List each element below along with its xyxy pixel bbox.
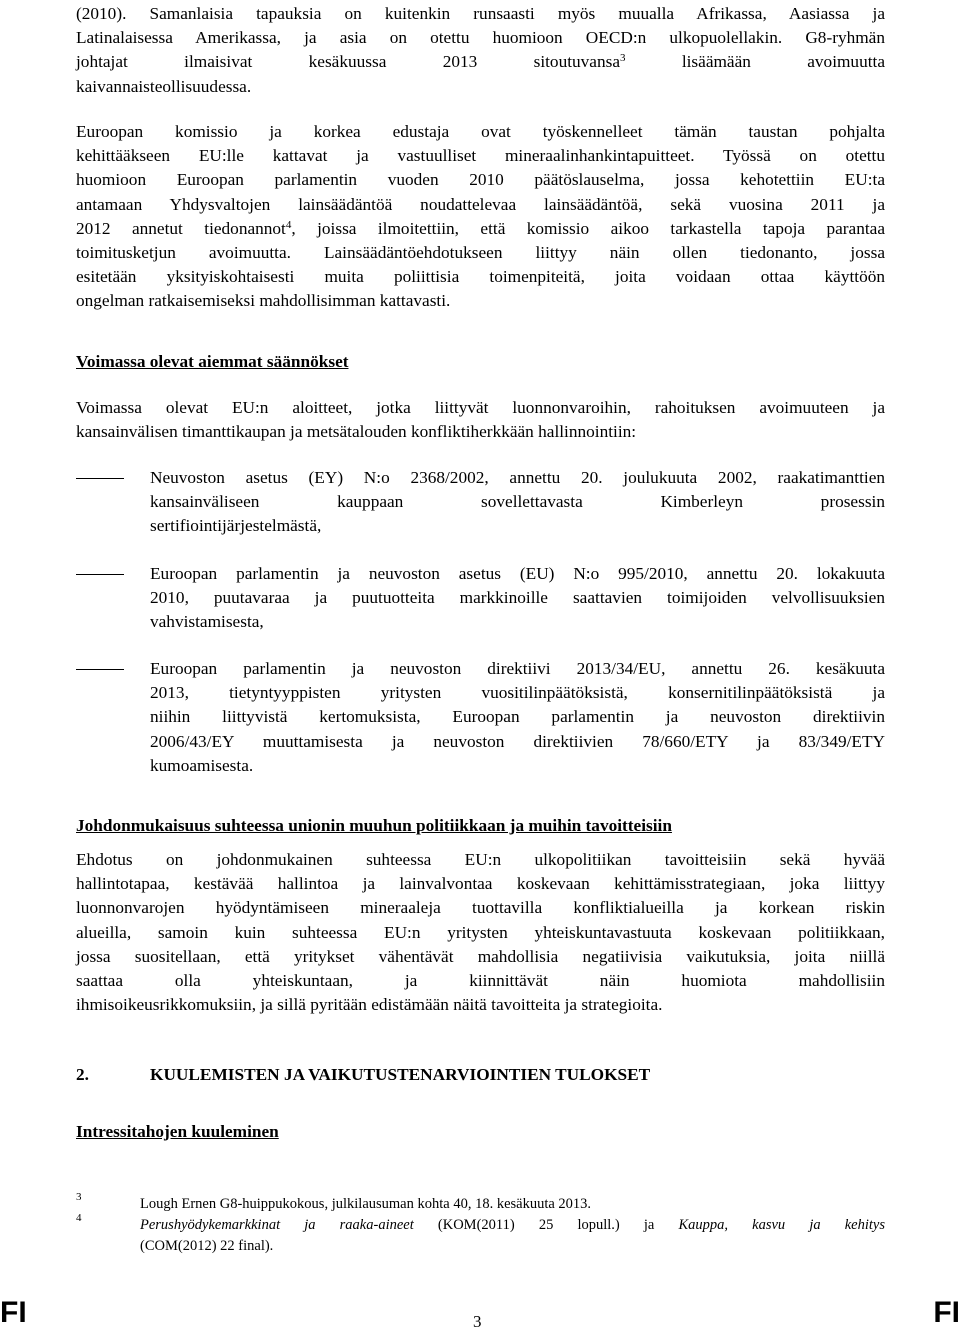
text-line: 2006/43/EY muuttamisesta ja neuvoston direktiivien 78/660/ETY ja 83/349/ETY: [150, 731, 885, 751]
text-line: (COM(2012) 22 final).: [140, 1238, 274, 1254]
text-line: luonnonvarojen hyödyntämiseen mineraaleja tuottavilla konfliktialueilla ja korkean riskin: [76, 898, 885, 918]
intro-paragraph: [76, 2, 885, 99]
footnote-ref: 4: [285, 218, 292, 231]
text-line: antamaan Yhdysvaltojen lainsäädäntöä noudattelevaa lainsäädäntöä, sekä vuosina 2011 ja: [76, 194, 885, 214]
publication-title: Kauppa, kasvu ja kehitys: [678, 1217, 885, 1233]
text-line: niihin liittyvistä kertomuksista, Euroopan parlamentin ja neuvoston direktiivin: [150, 707, 885, 727]
text-line: toimitusketjun avoimuutta. Lainsäädäntöehdotukseen liittyy näin ollen tiedonanto, jossa: [76, 243, 885, 263]
section-number: 2.: [76, 1065, 89, 1084]
footnote-text: Lough Ernen G8-huippukokous, julkilausuman kohta 40, 18. kesäkuuta 2013.: [140, 1196, 592, 1212]
text-line: vahvistamisesta,: [150, 612, 264, 632]
list-dash: [76, 574, 124, 575]
list-item: [150, 466, 885, 539]
publication-title: Perushyödykemarkkinat ja raaka-aineet: [140, 1217, 414, 1233]
consistency-paragraph: [76, 848, 885, 1017]
footer-language-left: FI: [0, 1296, 27, 1329]
text-line: sertifiointijärjestelmästä,: [150, 516, 322, 536]
text-line: huomioon Euroopan parlamentin vuoden 2010 päätöslauselma, jossa kehotettiin EU:ta: [76, 170, 885, 190]
text-line: Voimassa olevat EU:n aloitteet, jotka liittyvät luonnonvaroihin, rahoituksen avoimuuteen ja: [76, 398, 885, 417]
text-line: [140, 1215, 885, 1236]
text-line: Ehdotus on johdonmukainen suhteessa EU:n ulkopolitiikan tavoitteisiin sekä hyvää: [76, 850, 885, 869]
text-fragment: (KOM(2011) 25 lopull.) ja: [413, 1217, 679, 1233]
list-dash: [76, 478, 124, 479]
text-line: Latinalaisessa Amerikassa, ja asia on otettu huomioon OECD:n ulkopuolellakin. G8-ryhmän: [76, 28, 885, 48]
footnote-ref: 3: [620, 52, 626, 65]
text-line: [76, 50, 885, 74]
text-line: kansainväliseen kauppaan sovellettavasta Kimberleyn prosessin: [150, 492, 885, 512]
footnote-number: 4: [76, 1212, 82, 1224]
text-line: saattaa olla yhteiskuntaan, ja kiinnittävät näin huomiota mahdollisiin: [76, 971, 885, 991]
text-line: hallintotapaa, kestävää hallintoa ja lainvalvontaa koskevaan kehittämisstrategiaan, joka liittyy: [76, 874, 885, 894]
text-line: 2013, tietyntyyppisten yritysten vuositilinpäätöksistä, konsernitilinpäätöksistä ja: [150, 683, 885, 703]
text-fragment: , joissa ilmoitettiin, että komissio aikoo tarkastella tapoja parantaa: [291, 218, 886, 238]
footnote-number: 3: [76, 1191, 82, 1203]
text-line: kehittääkseen EU:lle kattavat ja vastuulliset mineraalinhankintapuitteet. Työssä on otettu: [76, 146, 885, 166]
text-line: 2010, puutavaraa ja puutuotteita markkinoille saattavien toimijoiden velvollisuuksien: [150, 588, 885, 608]
text-line: alueilla, samoin kuin suhteessa EU:n yritysten yhteiskuntavastuuta koskevaan politiikkaan,: [76, 922, 885, 942]
footnote-text: [140, 1215, 885, 1257]
text-line: ihmisoikeusrikkomuksiin, ja sillä pyritään edistämään näitä tavoitteita ja strategioita.: [76, 995, 663, 1015]
text-fragment: johtajat ilmaisivat kesäkuussa 2013 sitoutuvansa: [76, 52, 620, 72]
subsection-heading: Intressitahojen kuuleminen: [76, 1122, 279, 1141]
text-line: kaivannaisteollisuudessa.: [76, 76, 252, 96]
text-line: kumoamisesta.: [150, 755, 254, 775]
text-fragment: 2012 annetut tiedonannot: [76, 218, 286, 238]
text-line: esitetään yksityiskohtaisesti muita poliittisia toimenpiteitä, joita voidaan ottaa käyttöön: [76, 267, 885, 287]
section-heading-existing: Voimassa olevat aiemmat säännökset: [76, 352, 349, 371]
text-line: (2010). Samanlaisia tapauksia on kuitenkin runsaasti myös muualla Afrikassa, Aasiassa ja: [76, 4, 885, 23]
text-line: Neuvoston asetus (EY) N:o 2368/2002, annettu 20. joulukuuta 2002, raakatimanttien: [150, 468, 885, 487]
existing-intro-paragraph: [76, 396, 885, 444]
text-line: Euroopan parlamentin ja neuvoston asetus (EU) N:o 995/2010, annettu 20. lokakuuta: [150, 564, 885, 583]
text-line: [76, 217, 885, 241]
page-number: 3: [473, 1312, 482, 1331]
section-title: KUULEMISTEN JA VAIKUTUSTENARVIOINTIEN TULOKSET: [150, 1065, 651, 1084]
text-line: kansainvälisen timanttikaupan ja metsätalouden konfliktiherkkään hallinnointiin:: [76, 422, 637, 442]
footer-language-right: FI: [933, 1296, 960, 1329]
section-heading-consistency: Johdonmukaisuus suhteessa unionin muuhun politiikkaan ja muihin tavoitteisiin: [76, 816, 672, 835]
text-line: Euroopan parlamentin ja neuvoston direktiivi 2013/34/EU, annettu 26. kesäkuuta: [150, 659, 885, 678]
text-line: ongelman ratkaisemiseksi mahdollisimman kattavasti.: [76, 291, 451, 311]
text-line: jossa suositellaan, että yritykset vähentävät mahdollisia negatiivisia vaikutuksia, joita niillä: [76, 946, 885, 966]
list-item: [150, 657, 885, 778]
text-line: Euroopan komissio ja korkea edustaja ovat työskennelleet tämän taustan pohjalta: [76, 122, 885, 141]
list-dash: [76, 669, 124, 670]
list-item: [150, 562, 885, 635]
commission-paragraph: [76, 120, 885, 314]
text-fragment: lisäämään avoimuutta: [625, 52, 885, 72]
